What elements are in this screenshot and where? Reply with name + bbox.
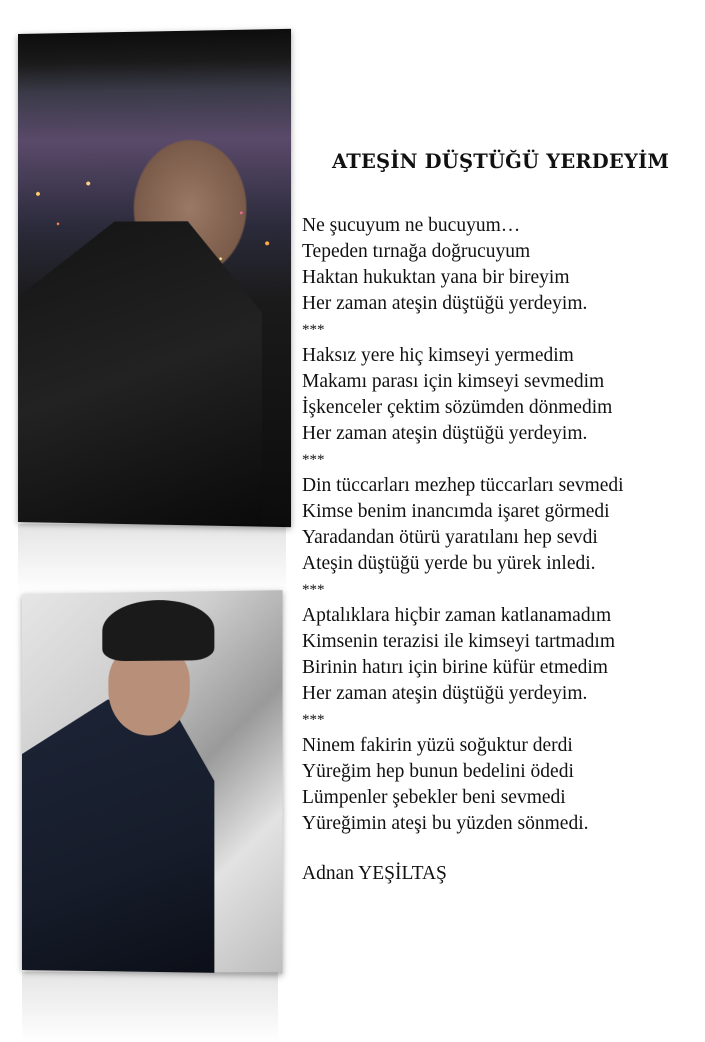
poem-line: Tepeden tırnağa doğrucuyum [302, 241, 531, 262]
poem-line: Yüreğimin ateşi bu yüzden sönmedi. [302, 813, 589, 834]
poem-title: ATEŞİN DÜŞTÜĞÜ YERDEYİM [332, 150, 670, 173]
stanza-1 [302, 213, 702, 343]
poem-line: Kimse benim inancımda işaret görmedi [302, 501, 610, 522]
coat-figure [22, 699, 214, 973]
poem-line: Yüreğim hep bunun bedelini ödedi [302, 761, 574, 782]
poem-line: Ne şucuyum ne bucuyum… [302, 215, 521, 236]
poem-block [302, 150, 702, 885]
poem-line: Her zaman ateşin düştüğü yerdeyim. [302, 423, 588, 444]
poem-line: Makamı parası için kimseyi sevmedim [302, 371, 605, 392]
poem-line: Birinin hatırı için birine küfür etmedim [302, 657, 608, 678]
stanza-4 [302, 603, 702, 733]
cap-figure [102, 599, 214, 661]
poem-line: İşkenceler çektim sözümden dönmedim [302, 397, 613, 418]
stanza-separator: *** [302, 582, 325, 598]
poem-line: Aptalıklara hiçbir zaman katlanamadım [302, 605, 612, 626]
photo-reflection [18, 524, 286, 594]
stanza-5 [302, 733, 702, 837]
stanza-separator: *** [302, 452, 325, 468]
poem-line: Ateşin düştüğü yerde bu yürek inledi. [302, 553, 596, 574]
poem-line: Ninem fakirin yüzü soğuktur derdi [302, 735, 573, 756]
poem-line: Haksız yere hiç kimseyi yermedim [302, 345, 574, 366]
photo-reflection [22, 972, 278, 1042]
poem-line: Haktan hukuktan yana bir bireyim [302, 267, 570, 288]
stanza-separator: *** [302, 322, 325, 338]
poem-author: Adnan YEŞİLTAŞ [302, 863, 447, 884]
stanza-separator: *** [302, 712, 325, 728]
poem-line: Yaradandan ötürü yaratılanı hep sevdi [302, 527, 598, 548]
poem-line: Kimsenin terazisi ile kimseyi tartmadım [302, 631, 616, 652]
stanza-3 [302, 473, 702, 603]
portrait-photo-cap [22, 590, 283, 974]
portrait-photo-suit [18, 29, 291, 527]
poem-line: Her zaman ateşin düştüğü yerdeyim. [302, 683, 588, 704]
poem-line: Her zaman ateşin düştüğü yerdeyim. [302, 293, 588, 314]
stanza-2 [302, 343, 702, 473]
poem-line: Lümpenler şebekler beni sevmedi [302, 787, 566, 808]
poem-line: Din tüccarları mezhep tüccarları sevmedi [302, 475, 624, 496]
